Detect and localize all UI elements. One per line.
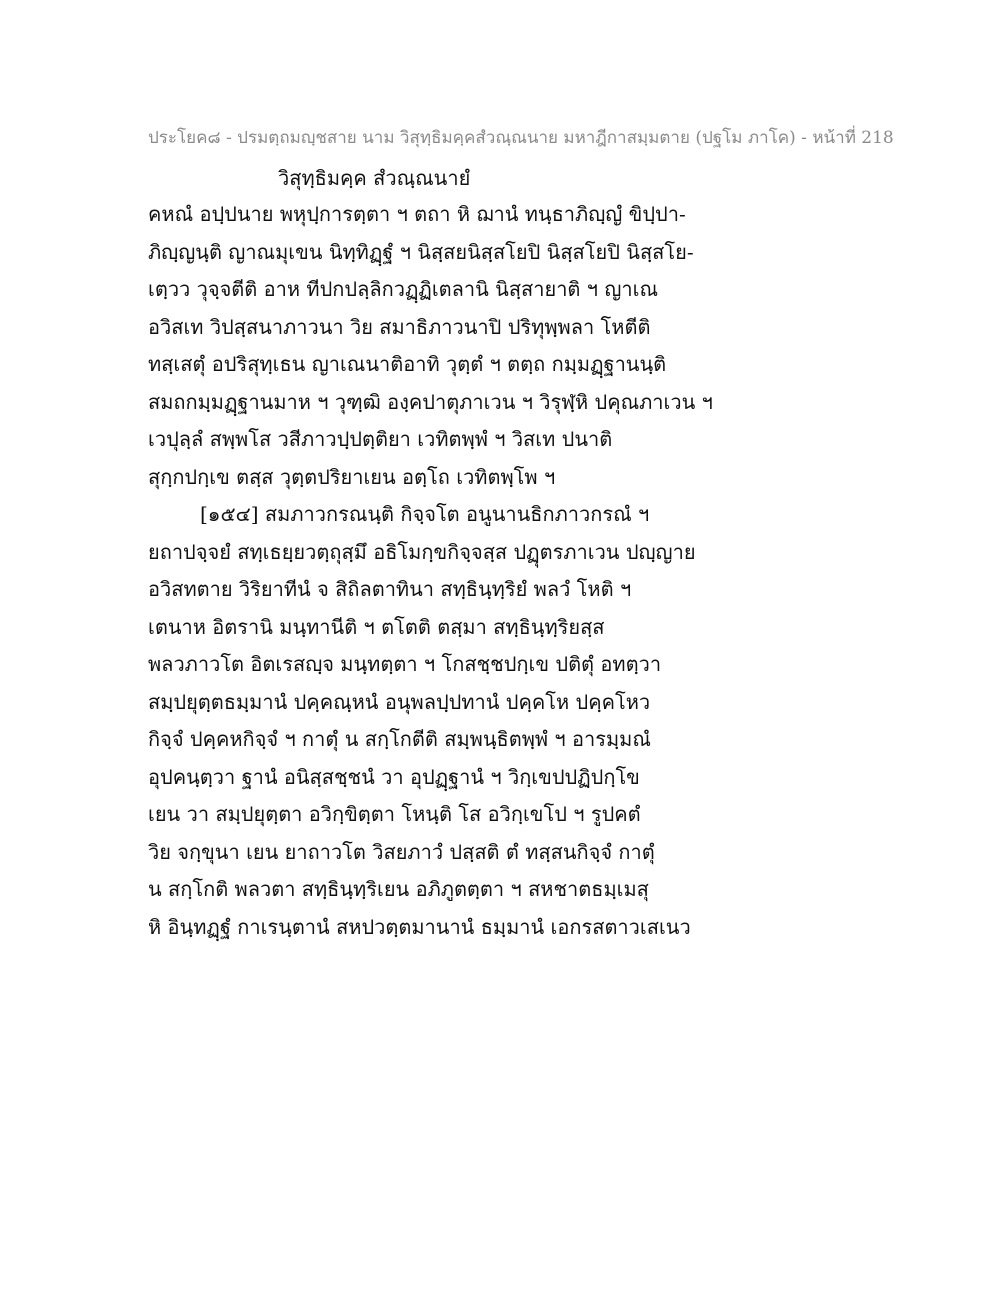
text-line: น สกฺโกติ พลวตา สทฺธินฺทฺริเยน อภิภูตตฺตา ฯ สหชาตธมฺเมสุ <box>148 877 649 901</box>
text-line: เยน วา สมฺปยุตฺตา อวิกฺขิตฺตา โหนฺติ โส อวิกฺเขโป ฯ รูปคตํ <box>148 802 641 826</box>
text-line: อวิสเท วิปสฺสนาภาวนา วิย สมาธิภาวนาปิ ปริทุพฺพลา โหตีติ <box>148 314 651 339</box>
text-line: หิ อินฺทฏฺฐํ กาเรนฺตานํ สหปวตฺตมานานํ ธมฺมานํ เอกรสตาวเสเนว <box>148 914 691 939</box>
text-line: สมถกมฺมฏฺฐานมาห ฯ วุฑฺฒิ องฺคปาตุภาเวน ฯ วิรุฬฺหิ ปคุณภาเวน ฯ <box>148 389 713 414</box>
text-line: เตฺวว วุจฺจตีติ อาห ทีปกปลฺลิกวฏฺฏิเตลานิ นิสฺสายาติ ฯ ญาเณ <box>148 277 659 301</box>
section-title: วิสุทฺธิมคฺค สํวณฺณนายํ <box>278 166 471 190</box>
text-line: เตนาห อิตรานิ มนฺทานีติ ฯ ตโตติ ตสฺมา สทฺธินฺทฺริยสฺส <box>148 614 605 639</box>
text-line: สมฺปยุตฺตธมฺมานํ ปคฺคณฺหนํ อนุพลปฺปทานํ ปคฺคโห ปคฺคโหว <box>148 689 651 714</box>
text-line: ทสฺเสตุํ อปริสุทฺเธน ญาเณนาติอาทิ วุตฺตํ ฯ ตตฺถ กมฺมฏฺฐานนฺติ <box>148 352 667 376</box>
paragraph-start-line: [๑๕๔] สมภาวกรณนฺติ กิจฺจโต อนูนานธิกภาวกรณํ ฯ <box>200 502 650 526</box>
text-line: ภิญฺญนฺติ ญาณมุเขน นิทฺทิฏฺฐํ ฯ นิสฺสยนิสฺสโยปิ นิสฺสโยปิ นิสฺสโย- <box>148 239 694 264</box>
text-line: วิย จกฺขุนา เยน ยาถาวโต วิสยภาวํ ปสฺสติ ตํ ทสฺสนกิจฺจํ กาตุํ <box>148 839 655 864</box>
running-header: ประโยค๘ - ปรมตฺถมญฺชสาย นาม วิสุทฺธิมคฺคสํวณฺณนาย มหาฎีกาสมฺมตาย (ปฐโม ภาโค) - หน้าที่ 218 <box>148 128 894 148</box>
text-line: ยถาปจฺจยํ สทฺเธยฺยวตฺถุสฺมึ อธิโมกฺขกิจฺจสฺส ปฏุตรภาเวน ปญฺญาย <box>148 539 696 564</box>
text-line: อุปคนฺตฺวา ฐานํ อนิสฺสชฺชนํ วา อุปฏฺฐานํ ฯ วิกฺเขปปฏิปกฺโข <box>148 764 640 789</box>
text-line: กิจฺจํ ปคฺคหกิจฺจํ ฯ กาตุํ น สกฺโกตีติ สมฺพนฺธิตพฺพํ ฯ อารมฺมณํ <box>148 727 651 751</box>
text-line: อวิสทตาย วิริยาทีนํ จ สิถิลตาทินา สทฺธินฺทฺริยํ พลวํ โหติ ฯ <box>148 577 632 601</box>
text-line: คหณํ อปฺปนาย พหุปฺการตฺตา ฯ ตถา หิ ฌานํ ทนฺธาภิญฺญํ ขิปฺปา- <box>148 202 686 226</box>
text-line: เวปุลฺลํ สพฺพโส วสีภาวปฺปตฺติยา เวทิตพฺพํ ฯ วิสเท ปนาติ <box>148 427 613 451</box>
body-text <box>148 196 713 946</box>
text-line: สุกฺกปกฺเข ตสฺส วุตฺตปริยาเยน อตฺโถ เวทิตพฺโพ ฯ <box>148 464 556 489</box>
text-line: พลวภาวโต อิตเรสญฺจ มนฺทตฺตา ฯ โกสชฺชปกฺเข ปติตุํ อทตฺวา <box>148 652 662 676</box>
